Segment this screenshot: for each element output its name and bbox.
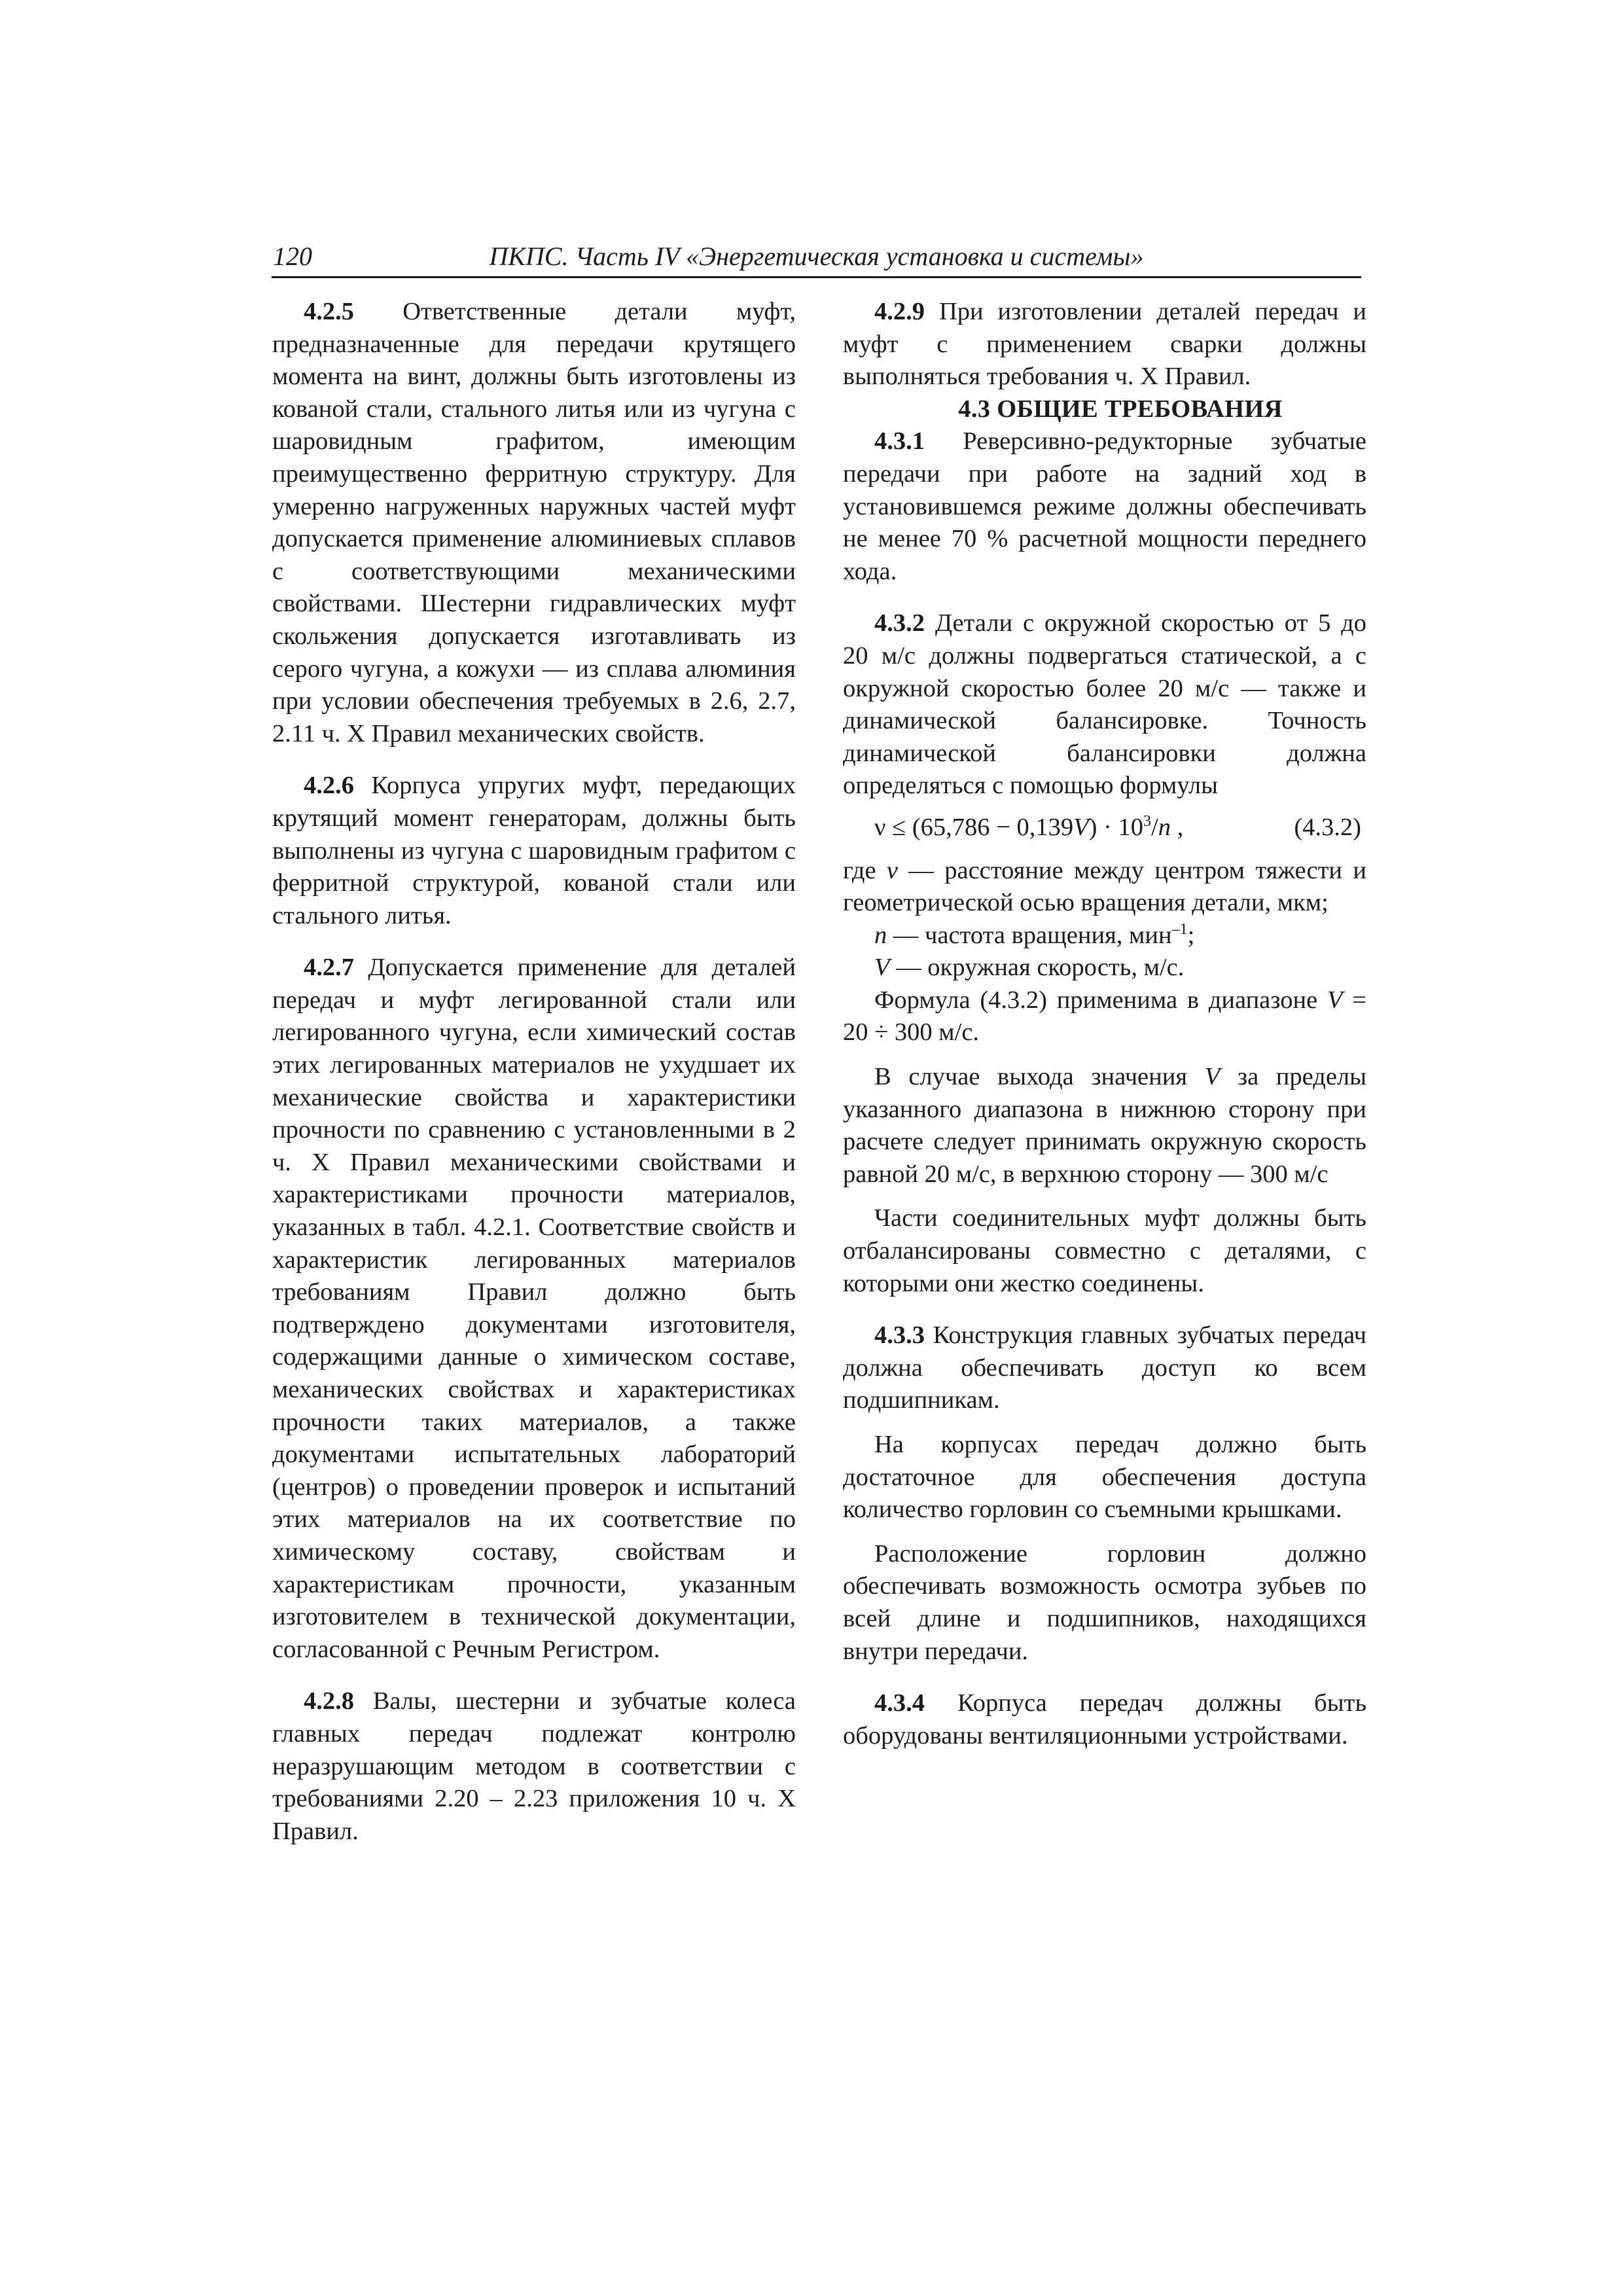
definition-v [843,952,1366,984]
paragraph-text: При изготовлении деталей передач и муфт с применением сварки должны выполняться требования ч. X Правил. [843,298,1366,391]
paragraph-text: Детали с окружной скоростью от 5 до 20 м/с должны подвергаться статической, а с окружной скоростью более 20 м/с — также и динамической балансировке. Точность динамической балансировки должна определяться с помощью формулы [843,609,1366,800]
paragraph-4-2-9 [843,296,1366,393]
unit-exponent: –1 [1171,920,1188,938]
paragraph-housings: На корпусах передач должно быть достаточное для обеспечения доступа количество горловин со съемными крышками. [843,1431,1366,1524]
section-number: 4.2.9 [874,298,925,325]
paragraph-4-3-3 [843,1319,1366,1417]
running-title: ПКПС. Часть IV «Энергетическая установка и системы» [489,242,1144,271]
page-number: 120 [273,242,312,271]
symbol-n: n [874,921,887,949]
definition-n [843,920,1366,952]
paragraph-text: Конструкция главных зубчатых передач должна обеспечивать доступ ко всем подшипникам. [843,1321,1367,1414]
paragraph-4-3-4 [843,1687,1366,1752]
paragraph-4-2-6 [272,770,796,932]
paragraph-outside-range [843,1061,1366,1191]
symbol-v: V [1327,986,1343,1014]
left-column [272,296,796,1848]
formula-slash: / [1151,813,1158,841]
formula-number: (4.3.2) [1294,813,1361,841]
section-number: 4.3.4 [874,1689,925,1717]
section-number: 4.3.3 [874,1321,925,1350]
paragraph-text: = 20 ÷ 300 м/с. [843,986,1366,1047]
definition-text: — частота вращения, мин [887,921,1172,949]
section-heading: 4.3 ОБЩИЕ ТРЕБОВАНИЯ [958,395,1283,423]
formula-part: ) · 10 [1088,813,1144,841]
definition-nu [843,855,1366,920]
paragraph-text: Реверсивно-редукторные зубчатые передачи при работе на задний ход в установившемся режиме должны обеспечивать не менее 70 % расчетной мощности переднего хода. [843,427,1366,585]
formula-var-n: n [1158,813,1171,841]
section-number: 4.3.1 [874,427,925,456]
definition-text: — расстояние между центром тяжести и геометрической осью вращения детали, мкм; [843,856,1366,917]
paragraph-text: Формула (4.3.2) применима в диапазоне [874,986,1327,1014]
formula-var-v: V [1073,813,1089,841]
definition-tail: ; [1187,921,1195,949]
section-number: 4.2.6 [304,772,354,800]
where-prefix: где [843,856,887,884]
formula-4-3-2 [843,812,1366,844]
symbol-v: V [874,954,890,982]
paragraph-formula-range [843,984,1366,1049]
paragraph-4-2-8 [272,1685,796,1848]
paragraph-text: Валы, шестерни и зубчатые колеса главных передач подлежат контролю неразрушающим методом в соответствии с требованиями 2.20 – 2.23 приложения 10 ч. X Правил. [272,1687,796,1845]
paragraph-text: Корпуса передач должны быть оборудованы вентиляционными устройствами. [843,1689,1367,1749]
section-number: 4.2.7 [304,954,354,982]
paragraph-text: за пределы указанного диапазона в нижнюю сторону при расчете следует принимать окружную скорость равной 20 м/с, в верхнюю сторону — 300 м/с [843,1063,1366,1188]
formula-body [843,812,1183,844]
symbol-v: V [1204,1063,1221,1091]
paragraph-4-2-5 [272,296,796,750]
paragraph-text: В случае выхода значения [874,1063,1205,1091]
section-number: 4.3.2 [874,609,925,637]
paragraph-text: Ответственные детали муфт, предназначенные для передачи крутящего момента на винт, должны быть изготовлены из кованой стали, стального литья или из чугуна с шаровидным графитом, имеющим преимущественно ферритную структуру. Для умеренно нагруженных наружных частей муфт допускается применение алюминиевых сплавов с соответствующими механическими свойствами. Шестерни гидравлических муфт скольжения допускается изготавливать из серого чугуна, а кожухи — из сплава алюминия при условии обеспечения требуемых в 2.6, 2.7, 2.11 ч. X Правил механических свойств. [272,298,796,747]
formula-part: ν ≤ (65,786 − 0,139 [874,813,1074,841]
formula-exponent: 3 [1143,813,1152,831]
paragraph-4-3-1 [843,425,1366,588]
running-header [272,237,1361,278]
paragraph-manholes: Расположение горловин должно обеспечивать возможность осмотра зубьев по всей длине и подшипников, находящихся внутри передачи. [843,1539,1366,1665]
section-number: 4.2.8 [304,1687,354,1715]
section-number: 4.2.5 [304,298,354,325]
paragraph-4-3-2 [843,607,1366,802]
right-column [843,296,1366,1752]
paragraph-text: Допускается применение для деталей передач и муфт легированной стали или легированного чугуна, если химический состав этих легированных материалов не ухудшает их механические свойства и характеристики прочности по сравнению с установленными в 2 ч. X Правил механическими свойствами и характеристиками прочности материалов, указанных в табл. 4.2.1. Соответствие свойств и характеристик легированных материалов требованиям Правил должно быть подтверждено документами изготовителя, содержащими данные о химическом составе, механических свойствах и характеристиках прочности таких материалов, а также документами испытательных лабораторий (центров) о проведении проверок и испытаний этих материалов на их соответствие по химическому составу, свойствам и характеристикам прочности, указанным изготовителем в технической документации, согласованной с Речным Регистром. [272,954,796,1663]
paragraph-text: Корпуса упругих муфт, передающих крутящий момент генераторам, должны быть выполнены из чугуна с шаровидным графитом с ферритной структурой, кованой стали или стального литья. [272,772,796,929]
symbol-nu: ν [886,856,899,884]
formula-part: , [1170,813,1184,841]
definition-text: — окружная скорость, м/с. [889,954,1185,982]
paragraph-coupling-parts: Части соединительных муфт должны быть отбалансированы совместно с деталями, с которыми они жестко соединены. [843,1204,1366,1297]
paragraph-4-2-7 [272,952,796,1666]
